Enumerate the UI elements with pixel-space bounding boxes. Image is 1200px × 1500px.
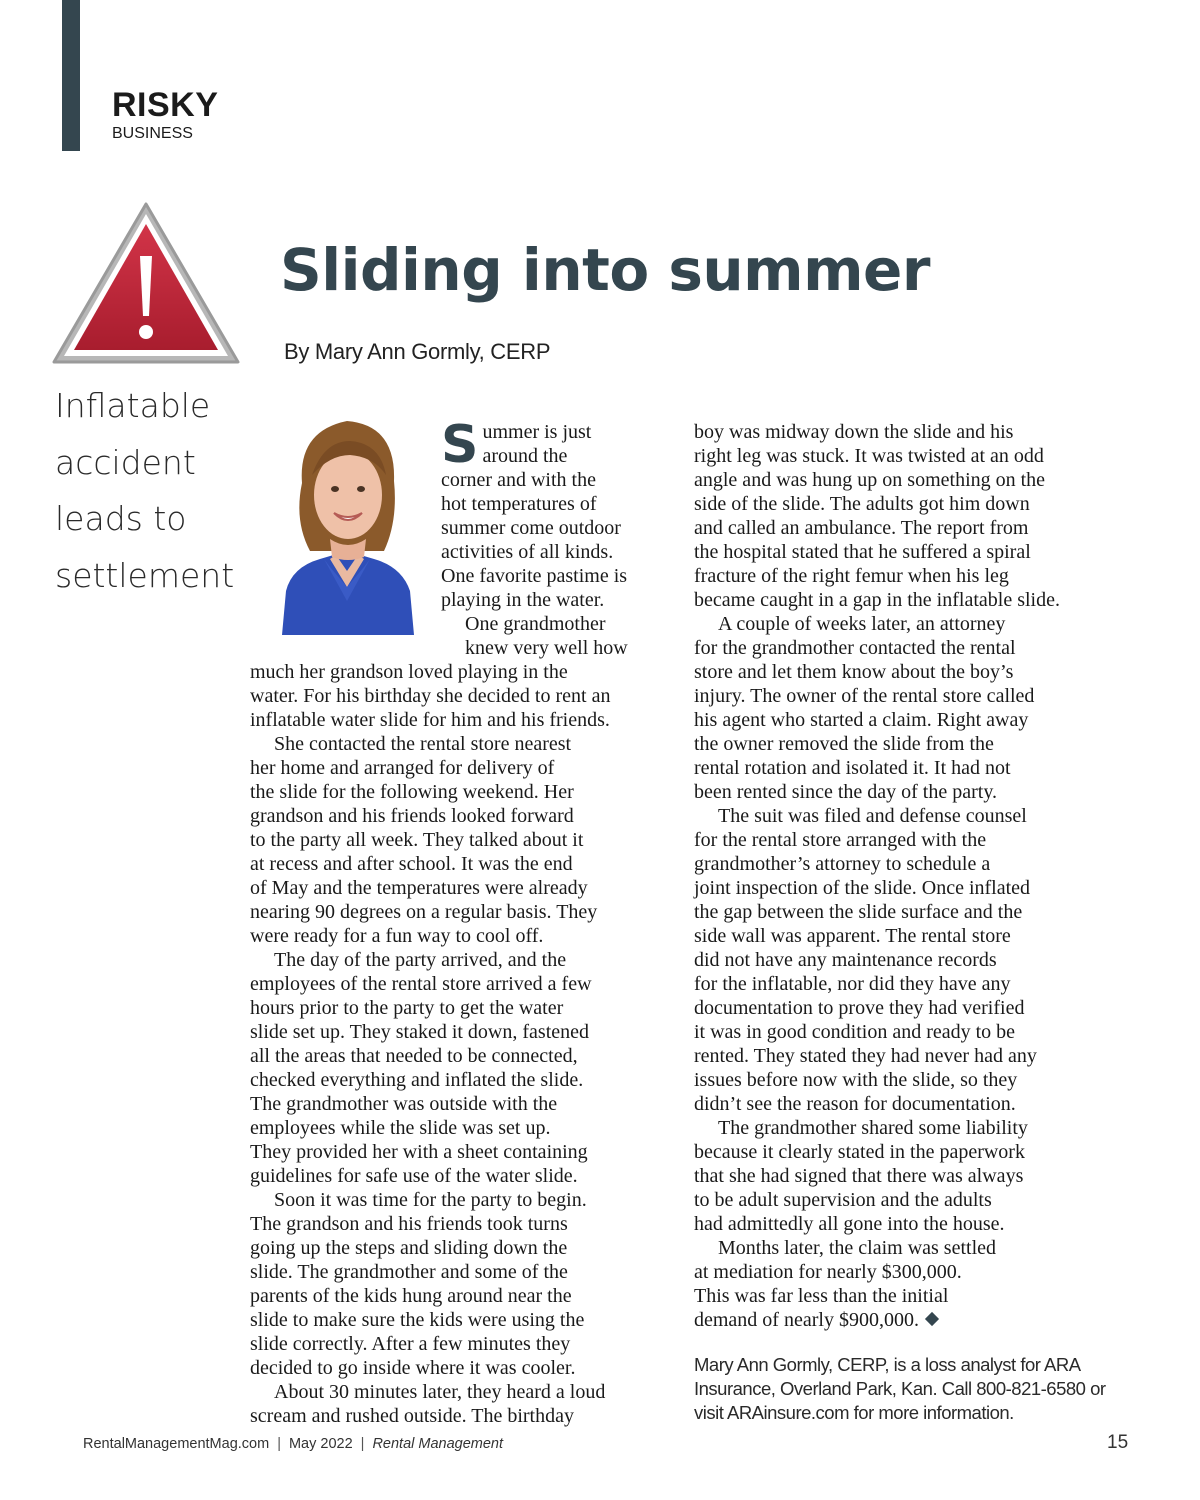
author-bio — [694, 1353, 1114, 1425]
article-column-right — [694, 420, 1104, 1332]
drop-cap: S — [441, 415, 479, 475]
article-deck — [55, 378, 255, 604]
body-line: knew very well how — [465, 637, 628, 659]
bio-line: visit ARAinsure.com for more information. — [694, 1402, 1014, 1423]
body-line: hot temperatures of — [441, 493, 597, 515]
body-line: were ready for a fun way to cool off. — [250, 925, 544, 947]
body-line: The day of the party arrived, and the — [274, 949, 567, 971]
body-line: side of the slide. The adults got him down — [694, 493, 1030, 515]
body-line: rental rotation and isolated it. It had not — [694, 757, 1011, 779]
page-number: 15 — [1107, 1432, 1129, 1453]
body-line: the hospital stated that he suffered a spiral — [694, 541, 1031, 563]
body-line: slide. The grandmother and some of the — [250, 1261, 568, 1283]
body-line: going up the steps and sliding down the — [250, 1237, 568, 1259]
footer-separator: | — [360, 1436, 365, 1452]
body-line: About 30 minutes later, they heard a loud — [274, 1381, 606, 1403]
body-line: the gap between the slide surface and the — [694, 901, 1023, 923]
body-line: right leg was stuck. It was twisted at an odd — [694, 445, 1044, 467]
body-line: activities of all kinds. — [441, 541, 614, 563]
deck-line: Inflatable — [55, 386, 211, 425]
body-line: documentation to prove they had verified — [694, 997, 1025, 1019]
body-line: injury. The owner of the rental store called — [694, 685, 1035, 707]
body-line: and called an ambulance. The report from — [694, 517, 1029, 539]
body-line: nearing 90 degrees on a regular basis. They — [250, 901, 598, 923]
body-line: became caught in a gap in the inflatable slide. — [694, 589, 1060, 611]
body-line: for the grandmother contacted the rental — [694, 637, 1016, 659]
body-line: employees of the rental store arrived a few — [250, 973, 592, 995]
body-line: She contacted the rental store nearest — [274, 733, 572, 755]
body-line: One grandmother — [465, 613, 606, 635]
body-line: This was far less than the initial — [694, 1285, 949, 1307]
body-line: store and let them know about the boy’s — [694, 661, 1014, 683]
body-line: Months later, the claim was settled — [718, 1237, 997, 1259]
body-line: at mediation for nearly $300,000. — [694, 1261, 962, 1283]
body-line: playing in the water. — [441, 589, 605, 611]
body-line: had admittedly all gone into the house. — [694, 1213, 1005, 1235]
body-line: didn’t see the reason for documentation. — [694, 1093, 1016, 1115]
warning-triangle-icon — [48, 198, 244, 370]
body-line: at recess and after school. It was the end — [250, 853, 573, 875]
body-line: slide set up. They staked it down, fastened — [250, 1021, 590, 1043]
body-line: around the — [482, 445, 568, 467]
diamond-end-mark-icon — [925, 1312, 939, 1326]
body-line: slide correctly. After a few minutes they — [250, 1333, 571, 1355]
article-column-left-top — [441, 415, 661, 660]
body-line: angle and was hung up on something on the — [694, 469, 1046, 491]
body-line: slide to make sure the kids were using the — [250, 1309, 585, 1331]
article-column-left — [250, 660, 660, 1428]
body-line-text: demand of nearly $900,000. — [694, 1309, 919, 1331]
body-line: hours prior to the party to get the water — [250, 997, 564, 1019]
body-line: ummer is just — [482, 421, 592, 443]
footer-site: RentalManagementMag.com — [83, 1436, 270, 1452]
body-line: The suit was filed and defense counsel — [718, 805, 1027, 827]
body-line: her home and arranged for delivery of — [250, 757, 555, 779]
body-line: grandson and his friends looked forward — [250, 805, 574, 827]
body-line: checked everything and inflated the slide. — [250, 1069, 584, 1091]
page-footer — [83, 1436, 503, 1452]
body-line: parents of the kids hung around near the — [250, 1285, 572, 1307]
body-line: The grandmother shared some liability — [718, 1117, 1028, 1139]
body-line: boy was midway down the slide and his — [694, 421, 1014, 443]
footer-magazine: Rental Management — [372, 1436, 504, 1452]
body-line: of May and the temperatures were already — [250, 877, 588, 899]
body-line-last — [694, 1308, 1104, 1332]
body-line: They provided her with a sheet containing — [250, 1141, 588, 1163]
body-line: summer come outdoor — [441, 517, 621, 539]
body-line: for the rental store arranged with the — [694, 829, 987, 851]
body-line: that she had signed that there was always — [694, 1165, 1024, 1187]
section-subtitle: BUSINESS — [112, 125, 193, 142]
deck-line: settlement — [55, 555, 235, 595]
body-line: The grandmother was outside with the — [250, 1093, 558, 1115]
body-line: Soon it was time for the party to begin. — [274, 1189, 587, 1211]
body-line: side wall was apparent. The rental store — [694, 925, 1011, 947]
section-title: RISKY — [112, 86, 219, 124]
body-line: grandmother’s attorney to schedule a — [694, 853, 991, 875]
body-line: inflatable water slide for him and his friends. — [250, 709, 610, 731]
body-line: decided to go inside where it was cooler. — [250, 1357, 576, 1379]
body-line: it was in good condition and ready to be — [694, 1021, 1016, 1043]
body-line: for the inflatable, nor did they have any — [694, 973, 1011, 995]
body-line: much her grandson loved playing in the — [250, 661, 568, 683]
body-line: scream and rushed outside. The birthday — [250, 1405, 574, 1427]
body-line: to be adult supervision and the adults — [694, 1189, 992, 1211]
body-line: corner and with the — [441, 469, 596, 491]
footer-separator: | — [277, 1436, 281, 1452]
deck-line: leads to — [55, 499, 187, 538]
body-line: The grandson and his friends took turns — [250, 1213, 568, 1235]
body-line: did not have any maintenance records — [694, 949, 997, 971]
body-line: rented. They stated they had never had any — [694, 1045, 1037, 1067]
body-line: the owner removed the slide from the — [694, 733, 994, 755]
body-line: A couple of weeks later, an attorney — [718, 613, 1006, 635]
body-line: the slide for the following weekend. Her — [250, 781, 574, 803]
body-line: because it clearly stated in the paperwork — [694, 1141, 1025, 1163]
section-accent-bar — [62, 0, 80, 151]
bio-line: Mary Ann Gormly, CERP, is a loss analyst for ARA — [694, 1354, 1081, 1375]
body-line: been rented since the day of the party. — [694, 781, 998, 803]
footer-date: May 2022 — [288, 1436, 353, 1452]
body-line: joint inspection of the slide. Once inflated — [694, 877, 1031, 899]
body-line: to the party all week. They talked about it — [250, 829, 584, 851]
body-line: all the areas that needed to be connected, — [250, 1045, 578, 1067]
body-line: guidelines for safe use of the water slide. — [250, 1165, 578, 1187]
bio-line: Insurance, Overland Park, Kan. Call 800-821-6580 or — [694, 1378, 1106, 1399]
body-line: fracture of the right femur when his leg — [694, 565, 1009, 587]
article-byline: By Mary Ann Gormly, CERP — [284, 339, 551, 364]
deck-line: accident — [55, 442, 196, 482]
body-line: employees while the slide was set up. — [250, 1117, 551, 1139]
body-line: his agent who started a claim. Right away — [694, 709, 1029, 731]
body-line: issues before now with the slide, so they — [694, 1069, 1018, 1091]
body-line: water. For his birthday she decided to rent an — [250, 685, 611, 707]
author-headshot — [272, 391, 423, 635]
article-headline: Sliding into summer — [280, 236, 930, 304]
body-line: One favorite pastime is — [441, 565, 628, 587]
